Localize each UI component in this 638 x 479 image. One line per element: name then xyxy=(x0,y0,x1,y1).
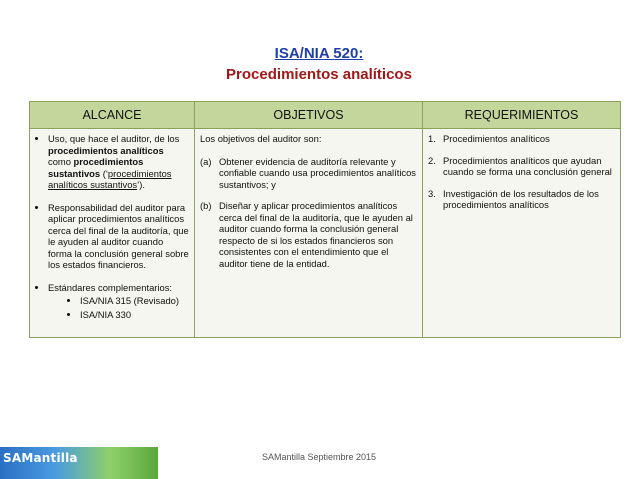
column-header-requerimientos: REQUERIMIENTOS xyxy=(423,102,621,129)
table-row xyxy=(30,129,621,338)
alcance-bullet-1 xyxy=(48,133,189,191)
list-marker: (b) xyxy=(200,200,212,211)
logo-text: SAMantilla xyxy=(3,451,78,465)
list-marker: (a) xyxy=(200,155,212,167)
list-item xyxy=(428,133,615,145)
list-item xyxy=(200,156,417,191)
text-run: Estándares complementarios: xyxy=(48,281,173,293)
standard-table xyxy=(29,101,621,338)
list-text: Procedimientos analíticos que ayudan cuando se forma una conclusión general xyxy=(443,154,612,177)
list-text: Diseñar y aplicar procedimientos analíticos cerca del final de la auditoría, que le ayuden al auditor cuando forma la conclusión general respecto de si los estados financieros son consistentes con el entendimiento que el auditor tiene de la entidad. xyxy=(219,200,413,269)
alcance-bullet-3 xyxy=(48,282,189,321)
text-run: (‘ xyxy=(100,167,108,179)
list-item: • ISA/NIA 330 xyxy=(80,309,189,321)
text-run: ’). xyxy=(137,179,145,190)
list-text: Procedimientos analíticos xyxy=(443,133,550,144)
footer-text: SAMantilla Septiembre 2015 xyxy=(261,452,377,462)
list-text: Obtener evidencia de auditoría relevante y confiable cuando usa procedimientos analíticos sustantivos; y xyxy=(219,155,416,190)
list-item xyxy=(428,155,615,178)
alcance-cell xyxy=(30,129,195,338)
text-run-bold: procedimientos analíticos xyxy=(48,144,164,156)
text-run: Uso, que hace el auditor, de los xyxy=(48,133,180,144)
list-item: • ISA/NIA 315 (Revisado) xyxy=(80,295,189,307)
objetivos-intro: Los objetivos del auditor son: xyxy=(200,133,322,144)
sub-list xyxy=(48,295,189,320)
alcance-bullet-2: • Responsabilidad del auditor para aplicar procedimientos analíticos cerca del final de la auditoría, que le ayuden al auditor cuando forma la conclusión general sobre los estados financieros. xyxy=(48,202,189,271)
list-marker: 1. xyxy=(428,133,436,144)
page-subtitle: Procedimientos analíticos xyxy=(226,66,412,83)
text-run-underlined: procedimientos analíticos sustantivos xyxy=(48,167,172,190)
requerimientos-cell xyxy=(423,129,621,338)
page-title: ISA/NIA 520: xyxy=(274,45,364,62)
column-header-objetivos: OBJETIVOS xyxy=(195,102,423,129)
column-header-alcance: ALCANCE xyxy=(30,102,195,129)
list-marker: 2. xyxy=(428,154,436,166)
text-run: como xyxy=(48,156,74,167)
objetivos-cell xyxy=(195,129,423,338)
list-item xyxy=(200,200,417,269)
table-header-row xyxy=(30,102,621,129)
text-run-bold: procedimientos sustantivos xyxy=(48,156,144,179)
list-marker: 3. xyxy=(428,187,436,199)
list-text: Investigación de los resultados de los procedimientos analíticos xyxy=(443,187,599,210)
list-item xyxy=(428,188,615,211)
